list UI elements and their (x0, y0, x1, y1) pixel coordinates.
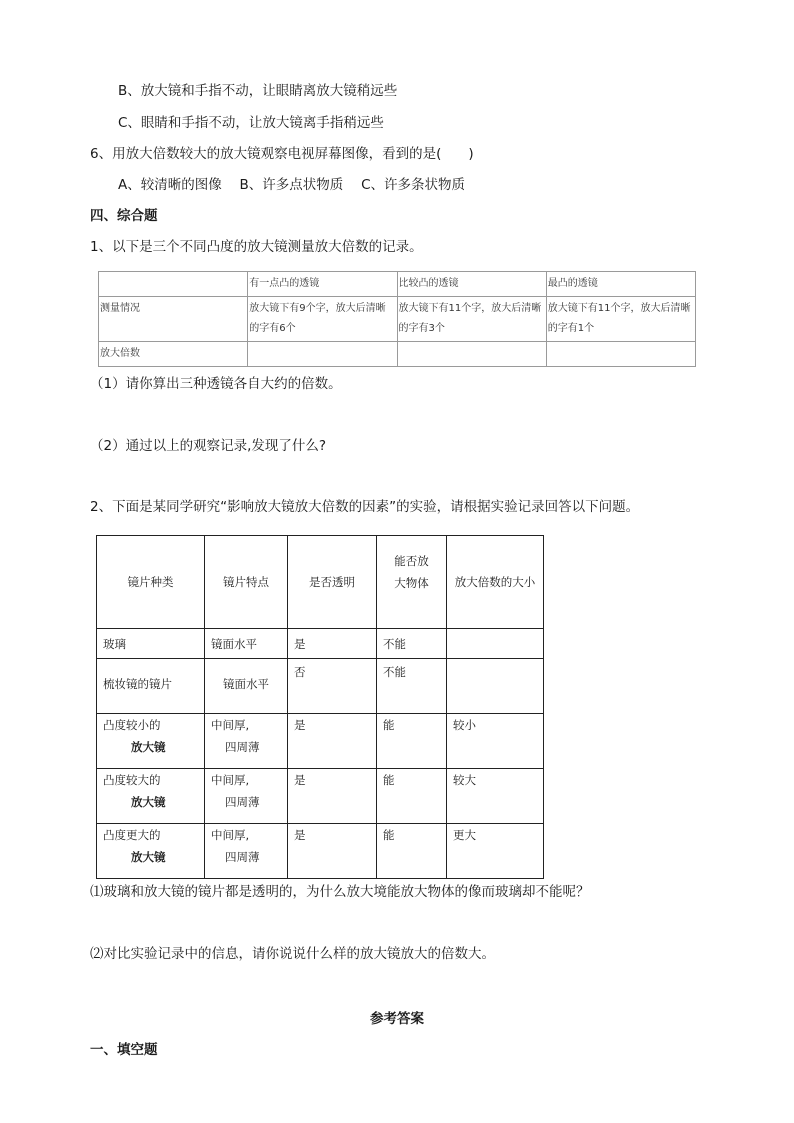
table-cell (447, 659, 544, 714)
table-row (97, 824, 544, 879)
q6-stem: 6、用放大倍数较大的放大镜观察电视屏幕图像，看到的是( ) (90, 146, 474, 162)
cell-line: 中间厚, (211, 718, 250, 732)
table-cell: 不能 (377, 659, 447, 714)
table-header-cell: 比较凸的透镜 (397, 272, 546, 297)
answers-section1-title: 一、填空题 (90, 1042, 158, 1058)
table-cell: 放大镜下有9个字，放大后清晰的字有6个 (248, 297, 397, 342)
q2-sub2: ⑵对比实验记录中的信息，请你说说什么样的放大镜放大的倍数大。 (90, 946, 495, 962)
q5-option-c: C、眼睛和手指不动，让放大镜离手指稍远些 (118, 115, 384, 131)
table-header-cell: 最凸的透镜 (546, 272, 695, 297)
cell-line: 放大镜 (131, 850, 166, 864)
table-header-cell: 是否透明 (288, 536, 377, 629)
table-row (99, 272, 696, 297)
table-cell: 较小 (447, 714, 544, 769)
cell-line: 中间厚, (211, 773, 250, 787)
table-cell: 更大 (447, 824, 544, 879)
table-cell: 玻璃 (97, 629, 205, 659)
q1-sub2: （2）通过以上的观察记录,发现了什么? (90, 438, 327, 454)
table-cell (97, 714, 205, 769)
answers-title: 参考答案 (370, 1011, 424, 1027)
q1-sub1: （1）请你算出三种透镜各自大约的倍数。 (90, 376, 342, 392)
table-cell: 放大倍数 (99, 342, 248, 367)
table-cell (248, 342, 397, 367)
experiment-record-table (96, 535, 544, 879)
cell-line: 四周薄 (225, 850, 260, 864)
cell-line: 凸度较小的 (103, 718, 161, 732)
cell-line: 放大镜 (131, 795, 166, 809)
q1-stem: 1、以下是三个不同凸度的放大镜测量放大倍数的记录。 (90, 239, 423, 255)
table-cell: 较大 (447, 769, 544, 824)
table-cell (97, 824, 205, 879)
table-cell (546, 342, 695, 367)
table-header-cell: 镜片种类 (97, 536, 205, 629)
table-cell: 是 (288, 769, 377, 824)
cell-line: 凸度更大的 (103, 828, 161, 842)
q5-option-b: B、放大镜和手指不动，让眼睛离放大镜稍远些 (118, 83, 398, 99)
table-cell: 是 (288, 629, 377, 659)
cell-line: 四周薄 (225, 795, 260, 809)
table-header-cell: 放大倍数的大小 (447, 536, 544, 629)
table-row (97, 659, 544, 714)
q2-stem: 2、下面是某同学研究“影响放大镜放大倍数的因素”的实验，请根据实验记录回答以下问题。 (90, 499, 640, 515)
table-cell: 放大镜下有11个字，放大后清晰的字有1个 (546, 297, 695, 342)
table-row (97, 536, 544, 629)
section4-title: 四、综合题 (90, 208, 158, 224)
table-cell: 放大镜下有11个字，放大后清晰的字有3个 (397, 297, 546, 342)
cell-line: 凸度较大的 (103, 773, 161, 787)
table-cell: 梳妆镜的镜片 (97, 659, 205, 714)
table-cell (205, 769, 288, 824)
table-header-cell: 镜片特点 (205, 536, 288, 629)
table-row (99, 297, 696, 342)
table-cell (397, 342, 546, 367)
q2-sub1: ⑴玻璃和放大镜的镜片都是透明的，为什么放大境能放大物体的像而玻璃却不能呢？ (90, 884, 590, 900)
table-cell: 否 (288, 659, 377, 714)
table-cell: 是 (288, 714, 377, 769)
table-cell: 镜面水平 (205, 629, 288, 659)
table-cell (447, 629, 544, 659)
cell-line: 四周薄 (225, 740, 260, 754)
header-line: 能否放 (394, 554, 429, 568)
table-cell: 不能 (377, 629, 447, 659)
table-row (97, 629, 544, 659)
q6-options: A、较清晰的图像 B、许多点状物质 C、许多条状物质 (118, 177, 466, 193)
table-cell (205, 714, 288, 769)
table-cell (205, 824, 288, 879)
cell-line: 镜面水平 (223, 677, 269, 691)
table-header-cell (99, 272, 248, 297)
table-cell: 测量情况 (99, 297, 248, 342)
cell-line: 中间厚, (211, 828, 250, 842)
table-header-cell (377, 536, 447, 629)
table-header-cell: 有一点凸的透镜 (248, 272, 397, 297)
table-cell (97, 769, 205, 824)
table-row (97, 714, 544, 769)
magnification-record-table (98, 271, 696, 367)
header-line: 大物体 (394, 576, 429, 590)
table-cell (205, 659, 288, 714)
cell-line: 放大镜 (131, 740, 166, 754)
table-cell: 能 (377, 769, 447, 824)
table-cell: 能 (377, 714, 447, 769)
table-row (99, 342, 696, 367)
table-cell: 是 (288, 824, 377, 879)
table-row (97, 769, 544, 824)
table-cell: 能 (377, 824, 447, 879)
